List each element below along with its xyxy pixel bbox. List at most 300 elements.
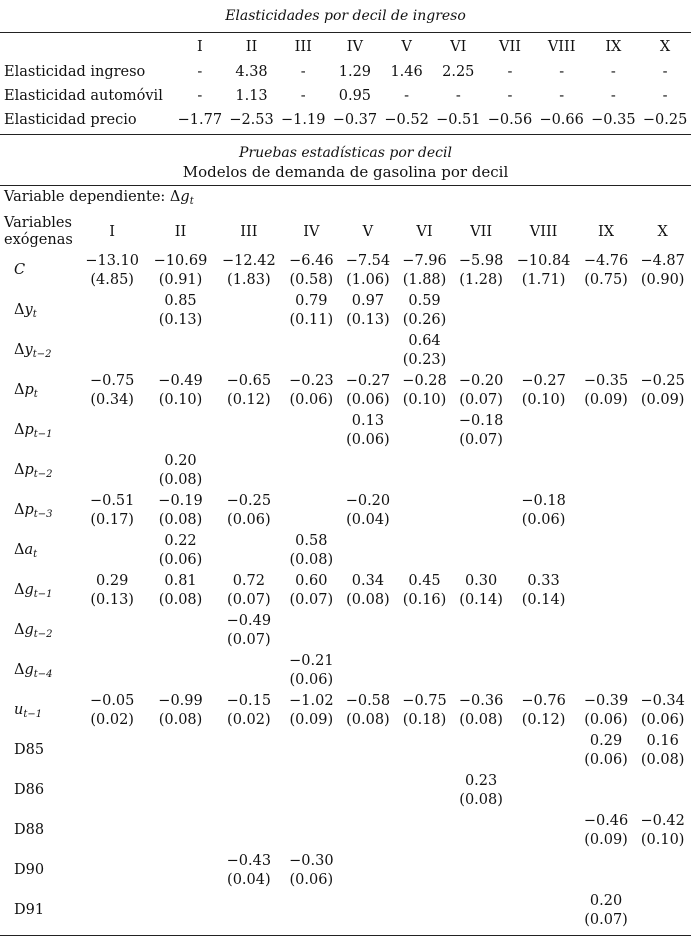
coefficient: −12.42: [222, 253, 276, 269]
coefficient: −13.10: [85, 253, 139, 269]
coef-cell: [215, 572, 283, 612]
standard-error: (0.09): [289, 712, 334, 728]
variable-subscript: t−1: [33, 428, 53, 440]
decile-header: II: [174, 223, 187, 240]
standard-error: (0.08): [158, 512, 203, 528]
standard-error: (1.06): [346, 272, 390, 288]
coefficient: −0.27: [345, 373, 391, 389]
standard-error: (0.06): [346, 432, 390, 448]
coef-cell: [340, 412, 397, 452]
coef-cell: [509, 452, 577, 492]
variable-subscript: t−3: [33, 508, 53, 520]
table2-bottom-rule: [0, 935, 691, 936]
variable-delta: Δ: [14, 581, 25, 598]
coef-cell: [283, 852, 340, 892]
standard-error: (0.08): [158, 472, 203, 488]
value-cell: 2.25: [442, 64, 475, 80]
table2-row: [0, 572, 691, 612]
coef-cell: [215, 652, 283, 692]
table2-row: [0, 652, 691, 692]
coef-cell: [578, 772, 635, 812]
variable-subscript: t−2: [32, 348, 52, 360]
demand-models-table: [0, 212, 691, 932]
standard-error: (0.91): [158, 272, 203, 288]
table2-row: [0, 732, 691, 772]
coef-cell: [340, 772, 397, 812]
variable-label: [0, 572, 78, 612]
coef-cell: [453, 452, 510, 492]
value-cell: 1.29: [338, 64, 372, 80]
standard-error: (0.26): [402, 312, 447, 328]
variable-subscript: t−1: [23, 708, 43, 720]
coef-cell: [78, 772, 146, 812]
variables-header: [0, 212, 78, 252]
coefficient: 0.20: [589, 893, 623, 909]
coef-cell: [453, 372, 510, 412]
coef-cell: [578, 452, 635, 492]
coefficient: −0.51: [89, 493, 135, 509]
standard-error: (0.07): [584, 912, 628, 928]
coef-cell: [146, 892, 214, 932]
decile-header: X: [659, 39, 671, 55]
table2-row: [0, 812, 691, 852]
variable-label: [0, 252, 78, 292]
coef-cell: [453, 412, 510, 452]
coef-cell: [453, 332, 510, 372]
decile-header: VII: [470, 223, 493, 240]
coefficient: 0.33: [527, 573, 560, 589]
value-cell: −0.51: [436, 112, 481, 128]
decile-header: I: [109, 223, 116, 240]
coef-cell: [78, 252, 146, 292]
variable-subscript: t: [33, 388, 38, 400]
coef-cell: [634, 292, 691, 332]
coef-cell: [453, 852, 510, 892]
value-cell: -: [197, 88, 203, 104]
standard-error: (0.12): [227, 392, 271, 408]
table2-row: [0, 852, 691, 892]
coefficient: 0.60: [295, 573, 328, 589]
coef-cell: [215, 852, 283, 892]
coef-cell: [509, 612, 577, 652]
standard-error: (1.28): [459, 272, 503, 288]
table2-header-row: [0, 212, 691, 252]
coef-cell: [634, 852, 691, 892]
coef-cell: [146, 852, 214, 892]
decile-header: V: [362, 223, 374, 240]
variable-label: [0, 772, 78, 812]
coef-cell: [578, 252, 635, 292]
variable-name: y: [24, 301, 33, 318]
variable-name: p: [24, 501, 34, 518]
coefficient: −1.02: [289, 693, 334, 709]
standard-error: (0.75): [584, 272, 628, 288]
coef-cell: [215, 732, 283, 772]
coef-cell: [283, 372, 340, 412]
coef-cell: [283, 652, 340, 692]
coef-cell: [78, 572, 146, 612]
coef-cell: [78, 612, 146, 652]
variable-name: D90: [14, 861, 45, 878]
coefficient: 0.29: [96, 573, 129, 589]
coef-cell: [578, 292, 635, 332]
coef-cell: [283, 532, 340, 572]
standard-error: (0.07): [459, 432, 503, 448]
coefficient: −4.76: [583, 253, 629, 269]
dependent-prefix: Variable dependiente: Δ: [4, 189, 181, 205]
coef-cell: [283, 612, 340, 652]
coef-cell: [78, 732, 146, 772]
coefficient: −0.46: [583, 813, 629, 829]
standard-error: (0.07): [227, 632, 271, 648]
standard-error: (0.09): [584, 392, 628, 408]
coef-cell: [634, 252, 691, 292]
coefficient: 0.97: [351, 293, 385, 309]
coef-cell: [634, 772, 691, 812]
standard-error: (0.09): [640, 392, 685, 408]
coef-cell: [578, 892, 635, 932]
coef-cell: [283, 772, 340, 812]
value-cell: −0.52: [384, 112, 429, 128]
coef-cell: [509, 332, 577, 372]
variable-label: [0, 732, 78, 772]
coefficient: −6.46: [289, 253, 334, 269]
variables-header-line2: exógenas: [4, 232, 73, 248]
variable-name: D86: [14, 781, 45, 798]
standard-error: (0.10): [521, 392, 566, 408]
variable-name: D85: [14, 741, 45, 758]
coef-cell: [146, 772, 214, 812]
value-cell: 1.13: [235, 88, 268, 104]
coef-cell: [634, 332, 691, 372]
variable-label: [0, 892, 78, 932]
standard-error: (0.08): [158, 592, 203, 608]
coef-cell: [509, 572, 577, 612]
coef-cell: [634, 492, 691, 532]
standard-error: (0.07): [227, 592, 271, 608]
variable-subscript: t: [32, 308, 37, 320]
standard-error: (0.90): [640, 272, 685, 288]
standard-error: (0.06): [158, 552, 203, 568]
variable-name: D88: [14, 821, 45, 838]
coef-cell: [215, 372, 283, 412]
coef-cell: [146, 452, 214, 492]
coef-cell: [509, 412, 577, 452]
coef-cell: [340, 852, 397, 892]
coef-cell: [396, 652, 453, 692]
standard-error: (0.14): [459, 592, 503, 608]
coef-cell: [509, 892, 577, 932]
coef-cell: [453, 732, 510, 772]
coefficient: −0.25: [640, 373, 685, 389]
coef-cell: [634, 692, 691, 732]
coef-cell: [396, 572, 453, 612]
decile-header: X: [657, 223, 668, 240]
variable-name: p: [24, 421, 34, 438]
coefficient: −0.39: [583, 693, 629, 709]
coef-cell: [78, 652, 146, 692]
variable-label: [0, 532, 78, 572]
table2-row: [0, 892, 691, 932]
coef-cell: [340, 892, 397, 932]
coef-cell: [396, 492, 453, 532]
value-cell: −1.19: [281, 112, 326, 128]
coef-cell: [215, 812, 283, 852]
value-cell: -: [662, 88, 668, 104]
variable-name: g: [24, 581, 34, 598]
coefficient: −7.96: [402, 253, 447, 269]
coefficient: −10.84: [516, 253, 571, 269]
coef-cell: [453, 692, 510, 732]
coefficient: −0.18: [458, 413, 504, 429]
table1-row: [0, 60, 691, 84]
coef-cell: [396, 412, 453, 452]
coef-cell: [340, 372, 397, 412]
coef-cell: [578, 612, 635, 652]
variable-delta: Δ: [14, 541, 25, 558]
variable-name: p: [24, 381, 34, 398]
value-cell: -: [610, 64, 616, 80]
coef-cell: [396, 532, 453, 572]
coef-cell: [453, 252, 510, 292]
coef-cell: [509, 292, 577, 332]
variable-name: p: [24, 461, 34, 478]
value-cell: 1.46: [390, 64, 423, 80]
variable-delta: Δ: [14, 621, 25, 638]
table1-top-rule: [0, 32, 691, 33]
variable-label: [0, 292, 78, 332]
coef-cell: [340, 492, 397, 532]
coef-cell: [509, 652, 577, 692]
coef-cell: [78, 292, 146, 332]
coef-cell: [396, 892, 453, 932]
coefficient: −7.54: [345, 253, 391, 269]
table1-header-row: [0, 34, 691, 60]
decile-header: I: [196, 39, 203, 55]
table2-row: [0, 492, 691, 532]
coefficient: −0.75: [89, 373, 135, 389]
standard-error: (0.14): [521, 592, 566, 608]
coef-cell: [578, 412, 635, 452]
value-cell: −0.37: [332, 112, 378, 128]
coef-cell: [215, 252, 283, 292]
value-cell: -: [404, 88, 410, 104]
coef-cell: [453, 652, 510, 692]
coef-cell: [396, 372, 453, 412]
coef-cell: [283, 812, 340, 852]
value-cell: 4.38: [235, 64, 268, 80]
standard-error: (4.85): [90, 272, 134, 288]
coef-cell: [78, 852, 146, 892]
standard-error: (0.08): [346, 592, 390, 608]
decile-header: IX: [605, 39, 622, 55]
coef-cell: [509, 772, 577, 812]
variable-name: g: [24, 661, 34, 678]
coefficient: −0.05: [89, 693, 135, 709]
coef-cell: [146, 372, 214, 412]
coefficient: 0.16: [646, 733, 679, 749]
standard-error: (1.88): [402, 272, 447, 288]
variable-label: [0, 852, 78, 892]
coefficient: −0.21: [289, 653, 334, 669]
standard-error: (0.06): [227, 512, 271, 528]
coef-cell: [78, 692, 146, 732]
coef-cell: [509, 812, 577, 852]
coefficient: −0.65: [226, 373, 272, 389]
table2-row: [0, 252, 691, 292]
coefficient: 0.58: [295, 533, 328, 549]
coef-cell: [396, 292, 453, 332]
standard-error: (0.34): [90, 392, 134, 408]
standard-error: (0.07): [289, 592, 334, 608]
coef-cell: [578, 572, 635, 612]
coefficient: 0.59: [408, 293, 441, 309]
standard-error: (0.06): [289, 872, 334, 888]
coef-cell: [215, 692, 283, 732]
coefficient: −0.43: [226, 853, 272, 869]
coefficient: −0.20: [345, 493, 391, 509]
value-cell: −1.77: [177, 112, 223, 128]
table2-top-rule: [0, 185, 691, 186]
standard-error: (0.04): [346, 512, 390, 528]
decile-header: VIII: [529, 223, 558, 240]
variable-name: y: [24, 341, 33, 358]
standard-error: (0.11): [289, 312, 334, 328]
coef-cell: [283, 412, 340, 452]
coefficient: −0.18: [521, 493, 566, 509]
coef-cell: [634, 572, 691, 612]
coef-cell: [453, 812, 510, 852]
standard-error: (0.17): [90, 512, 134, 528]
variable-label: [0, 812, 78, 852]
standard-error: (0.04): [227, 872, 271, 888]
row-label: Elasticidad precio: [4, 112, 137, 128]
coef-cell: [340, 812, 397, 852]
coefficient: 0.45: [408, 573, 441, 589]
coef-cell: [634, 412, 691, 452]
value-cell: −0.56: [487, 112, 533, 128]
coef-cell: [78, 332, 146, 372]
row-label: Elasticidad automóvil: [4, 88, 163, 104]
variable-name: u: [14, 701, 24, 718]
coefficient: −0.28: [402, 373, 447, 389]
standard-error: (0.08): [158, 712, 203, 728]
table2-title: Modelos de demanda de gasolina por decil: [182, 163, 509, 181]
coef-cell: [634, 532, 691, 572]
coef-cell: [453, 292, 510, 332]
coef-cell: [578, 732, 635, 772]
coef-cell: [509, 532, 577, 572]
variable-label: [0, 372, 78, 412]
coef-cell: [578, 372, 635, 412]
table2-row: [0, 372, 691, 412]
coefficient: 0.85: [164, 293, 197, 309]
coef-cell: [146, 812, 214, 852]
coef-cell: [340, 612, 397, 652]
coefficient: 0.29: [589, 733, 623, 749]
coef-cell: [283, 732, 340, 772]
coef-cell: [283, 252, 340, 292]
table2-row: [0, 412, 691, 452]
coef-cell: [509, 732, 577, 772]
decile-header: IV: [303, 223, 320, 240]
coefficient: 0.64: [408, 333, 441, 349]
coef-cell: [215, 292, 283, 332]
variable-name: D91: [14, 901, 45, 918]
coefficient: 0.22: [164, 533, 197, 549]
standard-error: (1.83): [227, 272, 271, 288]
coef-cell: [634, 652, 691, 692]
coefficient: −0.49: [158, 373, 203, 389]
value-cell: -: [300, 64, 306, 80]
coef-cell: [283, 332, 340, 372]
variable-subscript: t−2: [33, 468, 53, 480]
standard-error: (0.06): [289, 392, 334, 408]
coef-cell: [396, 812, 453, 852]
variable-delta: Δ: [14, 501, 25, 518]
value-cell: −0.35: [591, 112, 636, 128]
standard-error: (0.23): [402, 352, 447, 368]
value-cell: −0.66: [539, 112, 584, 128]
standard-error: (0.02): [90, 712, 134, 728]
variable-name: a: [24, 541, 34, 558]
decile-header: V: [401, 39, 412, 55]
variable-delta: Δ: [14, 341, 25, 358]
table1-bottom-rule: [0, 134, 691, 135]
coef-cell: [146, 652, 214, 692]
coef-cell: [78, 372, 146, 412]
coef-cell: [634, 452, 691, 492]
standard-error: (0.13): [346, 312, 390, 328]
coef-cell: [578, 692, 635, 732]
coefficient: 0.13: [351, 413, 385, 429]
coef-cell: [215, 412, 283, 452]
table1-title: Elasticidades por decil de ingreso: [225, 8, 466, 24]
coefficient: −5.98: [458, 253, 504, 269]
coef-cell: [283, 692, 340, 732]
variable-delta: Δ: [14, 421, 25, 438]
value-cell: -: [455, 88, 461, 104]
value-cell: -: [559, 64, 565, 80]
coef-cell: [215, 532, 283, 572]
coef-cell: [453, 612, 510, 652]
coef-cell: [578, 652, 635, 692]
coef-cell: [78, 412, 146, 452]
variables-header-line1: Variables: [4, 215, 72, 231]
coefficient: 0.20: [164, 453, 197, 469]
dependent-sub: t: [189, 196, 194, 207]
coef-cell: [340, 732, 397, 772]
coef-cell: [283, 892, 340, 932]
standard-error: (0.08): [459, 712, 503, 728]
table2-row: [0, 612, 691, 652]
coefficient: −0.27: [521, 373, 566, 389]
value-cell: -: [507, 88, 513, 104]
coef-cell: [396, 772, 453, 812]
coef-cell: [578, 852, 635, 892]
coefficient: 0.23: [464, 773, 498, 789]
decile-header: VII: [499, 39, 521, 55]
variable-delta: Δ: [14, 301, 25, 318]
coefficient: −0.25: [226, 493, 272, 509]
standard-error: (0.08): [346, 712, 390, 728]
variable-label: [0, 332, 78, 372]
coef-cell: [340, 332, 397, 372]
coefficient: −0.49: [226, 613, 272, 629]
coef-cell: [340, 252, 397, 292]
variable-label: [0, 452, 78, 492]
value-cell: -: [507, 64, 513, 80]
